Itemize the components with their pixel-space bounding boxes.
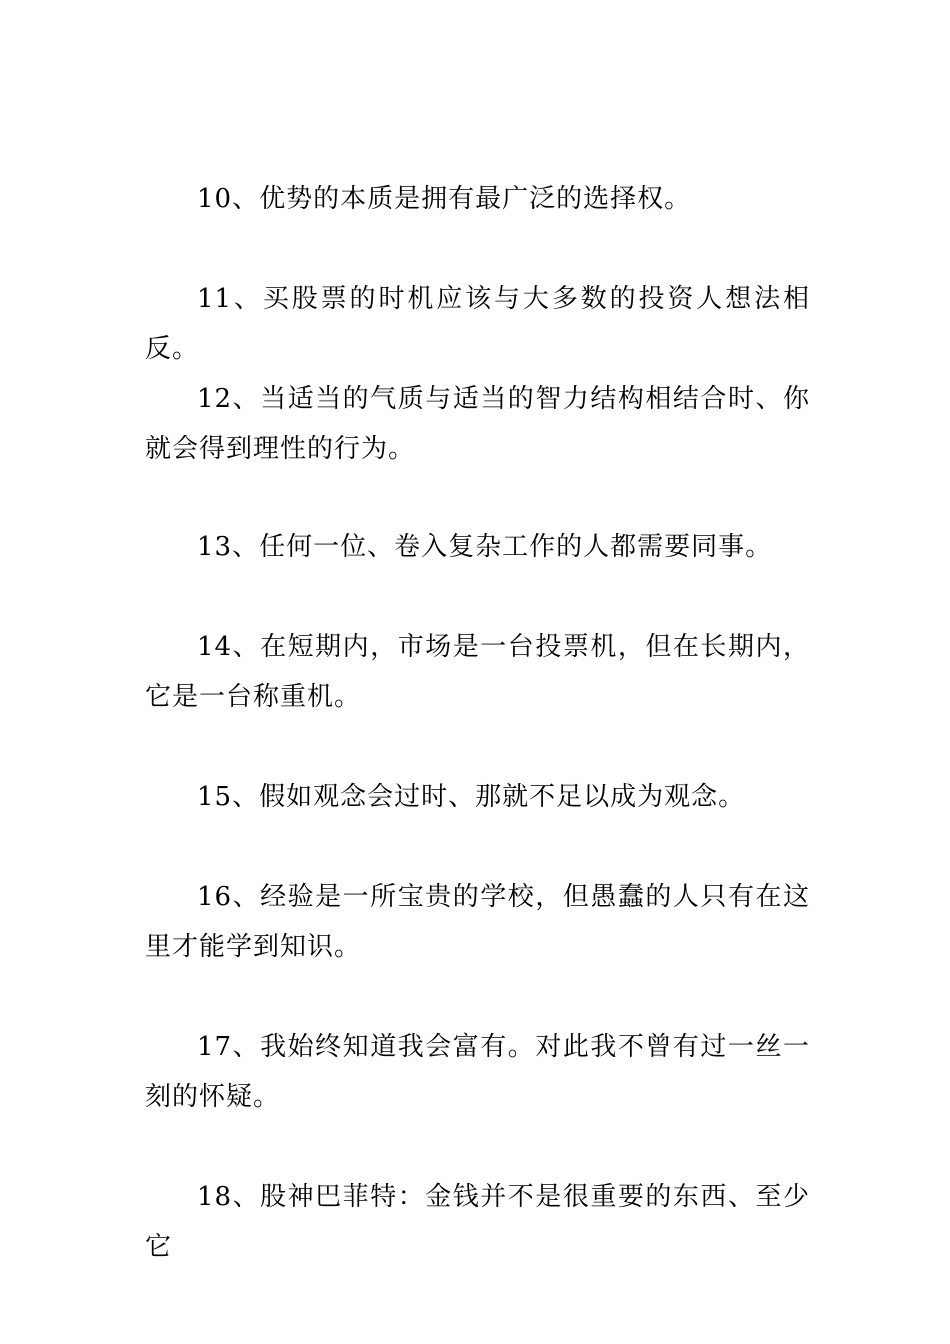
paragraph-10: 10、优势的本质是拥有最广泛的选择权。 xyxy=(197,184,692,214)
paragraph-17: 17、我始终知道我会富有。对此我不曾有过一丝一刻的怀疑。 xyxy=(145,1032,810,1112)
paragraph-15: 15、假如观念会过时、那就不足以成为观念。 xyxy=(197,782,746,812)
paragraph-14: 14、在短期内，市场是一台投票机，但在长期内，它是一台称重机。 xyxy=(145,632,810,712)
paragraph-12: 12、当适当的气质与适当的智力结构相结合时、你就会得到理性的行为。 xyxy=(145,384,810,464)
paragraph-18: 18、股神巴菲特：金钱并不是很重要的东西、至少它 xyxy=(145,1182,810,1262)
paragraph-13: 13、任何一位、卷入复杂工作的人都需要同事。 xyxy=(197,532,773,562)
paragraph-16: 16、经验是一所宝贵的学校，但愚蠢的人只有在这里才能学到知识。 xyxy=(145,882,810,962)
paragraph-11: 11、买股票的时机应该与大多数的投资人想法相反。 xyxy=(145,284,810,364)
